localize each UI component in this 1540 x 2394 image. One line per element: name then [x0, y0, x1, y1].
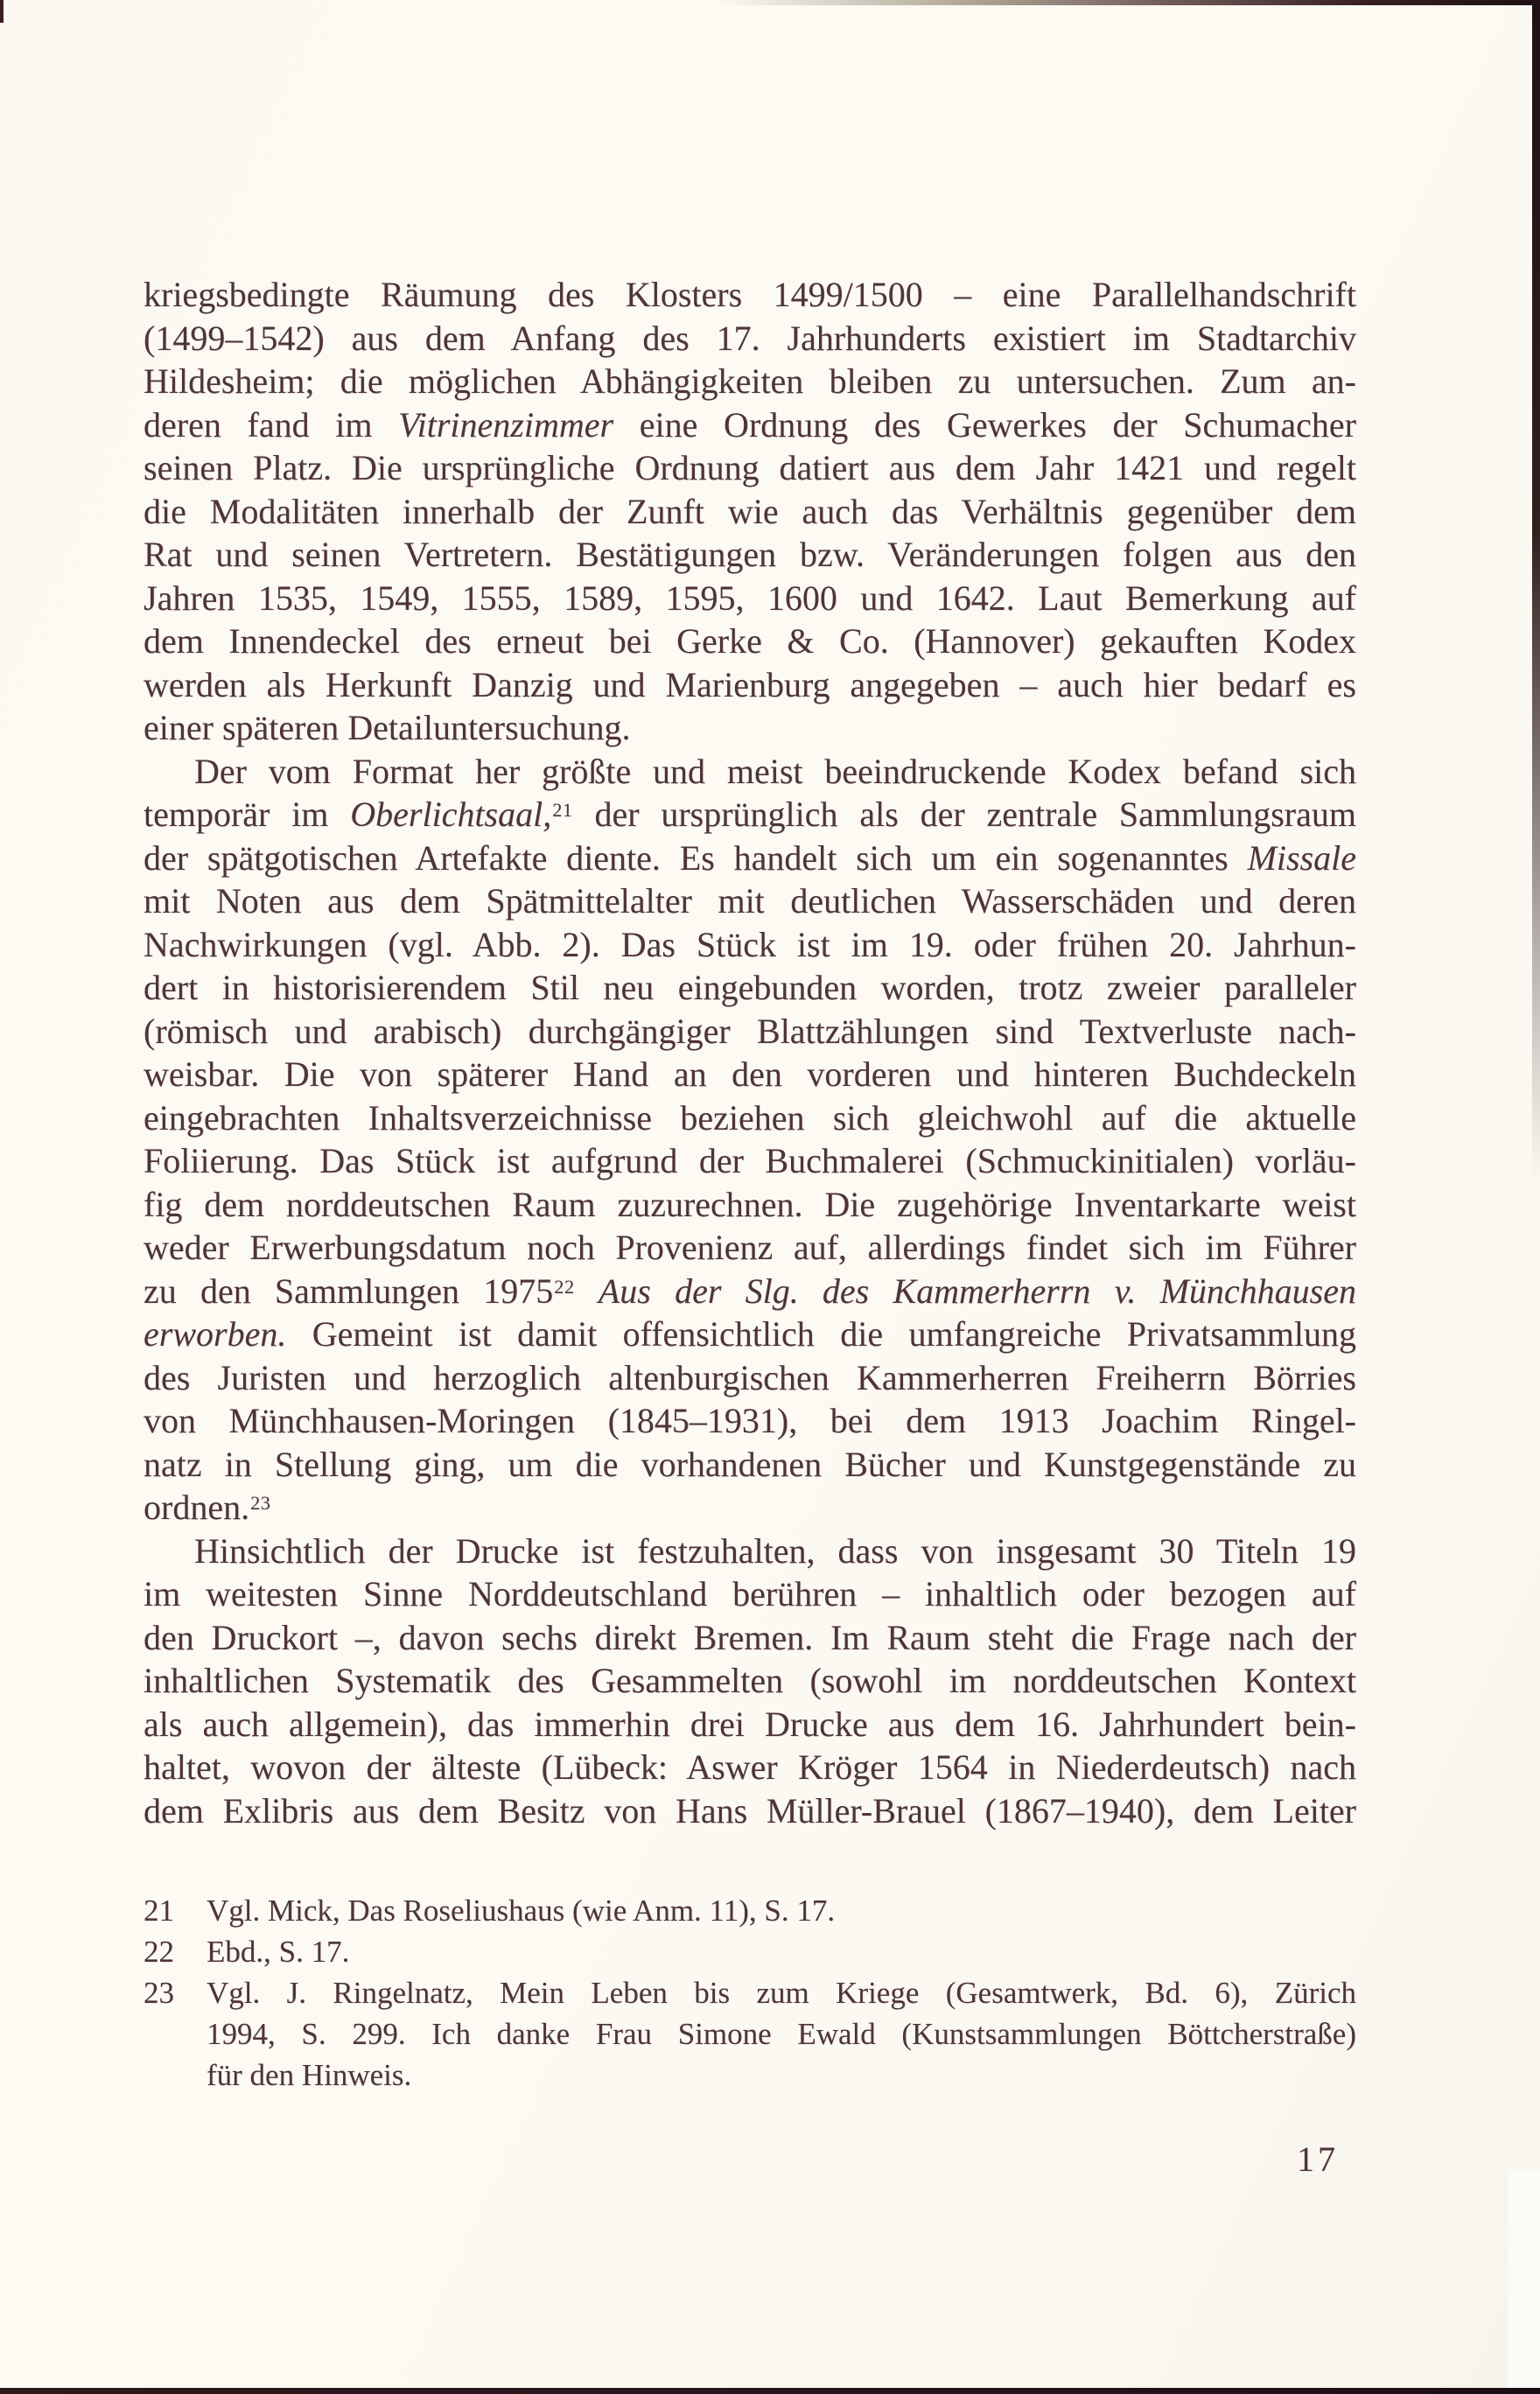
text-segment: der spätgotischen Artefakte diente. Es handelt sich um ein sogenanntes	[144, 837, 1248, 878]
footnote	[144, 1890, 1356, 1931]
text-segment: 1994, S. 299. Ich danke Frau Simone Ewald (Kunstsammlungen Böttcherstraße)	[206, 2017, 1356, 2051]
text-segment: im weitesten Sinne Norddeutschland berühren – inhaltlich oder bezogen auf	[144, 1574, 1356, 1614]
text-line	[144, 1183, 1356, 1227]
text-line	[144, 923, 1356, 967]
text-line	[144, 273, 1356, 317]
text-line	[144, 1053, 1356, 1096]
text-line	[144, 1356, 1356, 1400]
text-line	[144, 750, 1356, 794]
paragraph	[144, 273, 1356, 750]
page-number: 17	[1297, 2139, 1339, 2179]
text-line	[144, 1399, 1356, 1443]
paragraph	[144, 1530, 1356, 1833]
text-segment	[575, 1271, 598, 1311]
text-line	[206, 2054, 1356, 2096]
text-line	[144, 1616, 1356, 1660]
text-line	[144, 793, 1356, 836]
text-segment: Hildesheim; die möglichen Abhängigkeiten bleiben zu untersuchen. Zum an-	[144, 361, 1356, 401]
text-line	[144, 1443, 1356, 1487]
text-segment: Aus der Slg. des Kammerherrn v. Münchhausen	[598, 1270, 1357, 1311]
text-segment: zu den Sammlungen 1975	[144, 1270, 554, 1311]
text-segment: Ebd., S. 17.	[206, 1935, 350, 1969]
footnote	[144, 1972, 1356, 2096]
text-segment: Missale	[1247, 837, 1356, 878]
text-segment: dert in historisierendem Stil neu eingebunden worden, trotz zweier paralleler	[144, 968, 1356, 1007]
text-line	[144, 706, 1356, 750]
text-segment: Hinsichtlich der Drucke ist festzuhalten, dass von insgesamt 30 Titeln 19	[194, 1530, 1356, 1571]
text-segment: für den Hinweis.	[206, 2058, 412, 2092]
text-segment: temporär im	[144, 794, 351, 834]
text-line	[144, 403, 1356, 447]
text-segment: Vgl. Mick, Das Roseliushaus (wie Anm. 11), S. 17.	[206, 1894, 836, 1928]
text-segment: (römisch und arabisch) durchgängiger Blattzählungen sind Textverluste nach-	[144, 1011, 1356, 1051]
text-line	[206, 1931, 1356, 1972]
text-segment: mit Noten aus dem Spätmittelalter mit deutlichen Wasserschäden und deren	[144, 881, 1356, 920]
text-segment: kriegsbedingte Räumung des Klosters 1499/1500 – eine Parallelhandschrift	[144, 275, 1356, 314]
text-segment: eingebrachten Inhaltsverzeichnisse beziehen sich gleichwohl auf die aktuelle	[144, 1097, 1356, 1138]
text-line	[144, 1139, 1356, 1183]
text-segment: Der vom Format her größte und meist beeindruckende Kodex befand sich	[194, 751, 1356, 791]
text-segment: Nachwirkungen (vgl. Abb. 2). Das Stück ist im 19. oder frühen 20. Jahrhun-	[144, 924, 1356, 964]
text-line	[144, 533, 1356, 577]
text-line	[144, 1486, 1356, 1530]
text-segment: deren fand im	[144, 404, 399, 444]
footnote-number: 23	[144, 1976, 174, 2010]
text-line	[144, 1270, 1356, 1313]
text-segment: Gemeint ist damit offensichtlich die umfangreiche Privatsammlung	[286, 1314, 1356, 1354]
text-line	[144, 490, 1356, 534]
paragraph	[144, 750, 1356, 1530]
scan-edge-top-left	[0, 0, 4, 23]
scan-edge-right	[1532, 0, 1540, 1181]
text-segment: Rat und seinen Vertretern. Bestätigungen bzw. Veränderungen folgen aus den	[144, 535, 1356, 574]
scan-edge-top	[718, 0, 1540, 5]
text-line	[144, 1703, 1356, 1746]
footnotes	[144, 1890, 1356, 2096]
text-line	[144, 1572, 1356, 1616]
text-segment: Oberlichtsaal,	[350, 794, 552, 834]
text-segment: dem Exlibris aus dem Besitz von Hans Müller-Brauel (1867–1940), dem Leiter	[144, 1790, 1356, 1830]
text-segment: von Münchhausen-Moringen (1845–1931), bei dem 1913 Joachim Ringel-	[144, 1401, 1356, 1440]
text-line	[144, 1746, 1356, 1789]
text-segment: erworben.	[144, 1314, 287, 1354]
footnote-number: 21	[144, 1894, 174, 1928]
scan-light-band	[1508, 2169, 1540, 2388]
text-line	[144, 620, 1356, 663]
footnote	[144, 1931, 1356, 1972]
text-line	[144, 879, 1356, 923]
text-segment: des Juristen und herzoglich altenburgischen Kammerherren Freiherrn Börries	[144, 1357, 1356, 1397]
text-line	[144, 1789, 1356, 1833]
text-segment: weder Erwerbungsdatum noch Provenienz auf, allerdings findet sich im Führer	[144, 1228, 1356, 1267]
footnote-reference: 22	[554, 1275, 575, 1298]
text-line	[206, 1972, 1356, 2013]
text-line	[144, 663, 1356, 707]
text-line	[206, 1890, 1356, 1931]
footnote-text	[206, 1890, 1356, 1931]
text-line	[144, 360, 1356, 403]
footnote-number: 22	[144, 1935, 174, 1969]
text-segment: weisbar. Die von späterer Hand an den vorderen und hinteren Buchdeckeln	[144, 1054, 1356, 1094]
text-segment: haltet, wovon der älteste (Lübeck: Aswer Kröger 1564 in Niederdeutsch) nach	[144, 1747, 1356, 1787]
body-text	[144, 273, 1356, 1832]
text-segment: der ursprünglich als der zentrale Sammlungsraum	[572, 794, 1356, 834]
text-segment: seinen Platz. Die ursprüngliche Ordnung datiert aus dem Jahr 1421 und regelt	[144, 448, 1356, 487]
text-line	[144, 1010, 1356, 1054]
footnote-text	[206, 1931, 1356, 1972]
text-line	[144, 1659, 1356, 1703]
text-segment: einer späteren Detailuntersuchung.	[144, 708, 631, 747]
text-line	[144, 577, 1356, 620]
footnote-text	[206, 1972, 1356, 2096]
text-line	[144, 836, 1356, 880]
text-segment: eine Ordnung des Gewerkes der Schumacher	[613, 404, 1356, 444]
text-line	[206, 2013, 1356, 2054]
text-line	[144, 317, 1356, 360]
text-line	[144, 1226, 1356, 1270]
text-segment: die Modalitäten innerhalb der Zunft wie auch das Verhältnis gegenüber dem	[144, 491, 1356, 531]
text-segment: dem Innendeckel des erneut bei Gerke & Co. (Hannover) gekauften Kodex	[144, 621, 1356, 661]
text-segment: Vitrinenzimmer	[398, 404, 614, 444]
text-line	[144, 966, 1356, 1010]
text-segment: natz in Stellung ging, um die vorhandenen Bücher und Kunstgegenstände zu	[144, 1444, 1356, 1484]
text-line	[144, 1096, 1356, 1140]
text-segment: werden als Herkunft Danzig und Marienburg angegeben – auch hier bedarf es	[144, 664, 1356, 704]
text-segment: inhaltlichen Systematik des Gesammelten (sowohl im norddeutschen Kontext	[144, 1661, 1356, 1700]
text-segment: Foliierung. Das Stück ist aufgrund der Buchmalerei (Schmuckinitialen) vorläu-	[144, 1141, 1356, 1180]
scan-edge-bottom	[0, 2388, 1540, 2394]
text-line	[144, 446, 1356, 490]
text-segment: fig dem norddeutschen Raum zuzurechnen. Die zugehörige Inventarkarte weist	[144, 1184, 1356, 1224]
text-line	[144, 1312, 1356, 1356]
footnote-reference: 21	[552, 799, 573, 822]
text-line	[144, 1530, 1356, 1573]
footnote-reference: 23	[250, 1492, 271, 1515]
text-segment: ordnen.	[144, 1488, 250, 1527]
text-segment: (1499–1542) aus dem Anfang des 17. Jahrhunderts existiert im Stadtarchiv	[144, 318, 1356, 358]
text-segment: Vgl. J. Ringelnatz, Mein Leben bis zum Kriege (Gesamtwerk, Bd. 6), Zürich	[206, 1976, 1356, 2010]
text-segment: Jahren 1535, 1549, 1555, 1589, 1595, 1600 und 1642. Laut Bemerkung auf	[144, 578, 1356, 618]
text-segment: den Druckort –, davon sechs direkt Bremen. Im Raum steht die Frage nach der	[144, 1617, 1356, 1657]
text-segment: als auch allgemein), das immerhin drei Drucke aus dem 16. Jahrhundert bein-	[144, 1704, 1356, 1744]
